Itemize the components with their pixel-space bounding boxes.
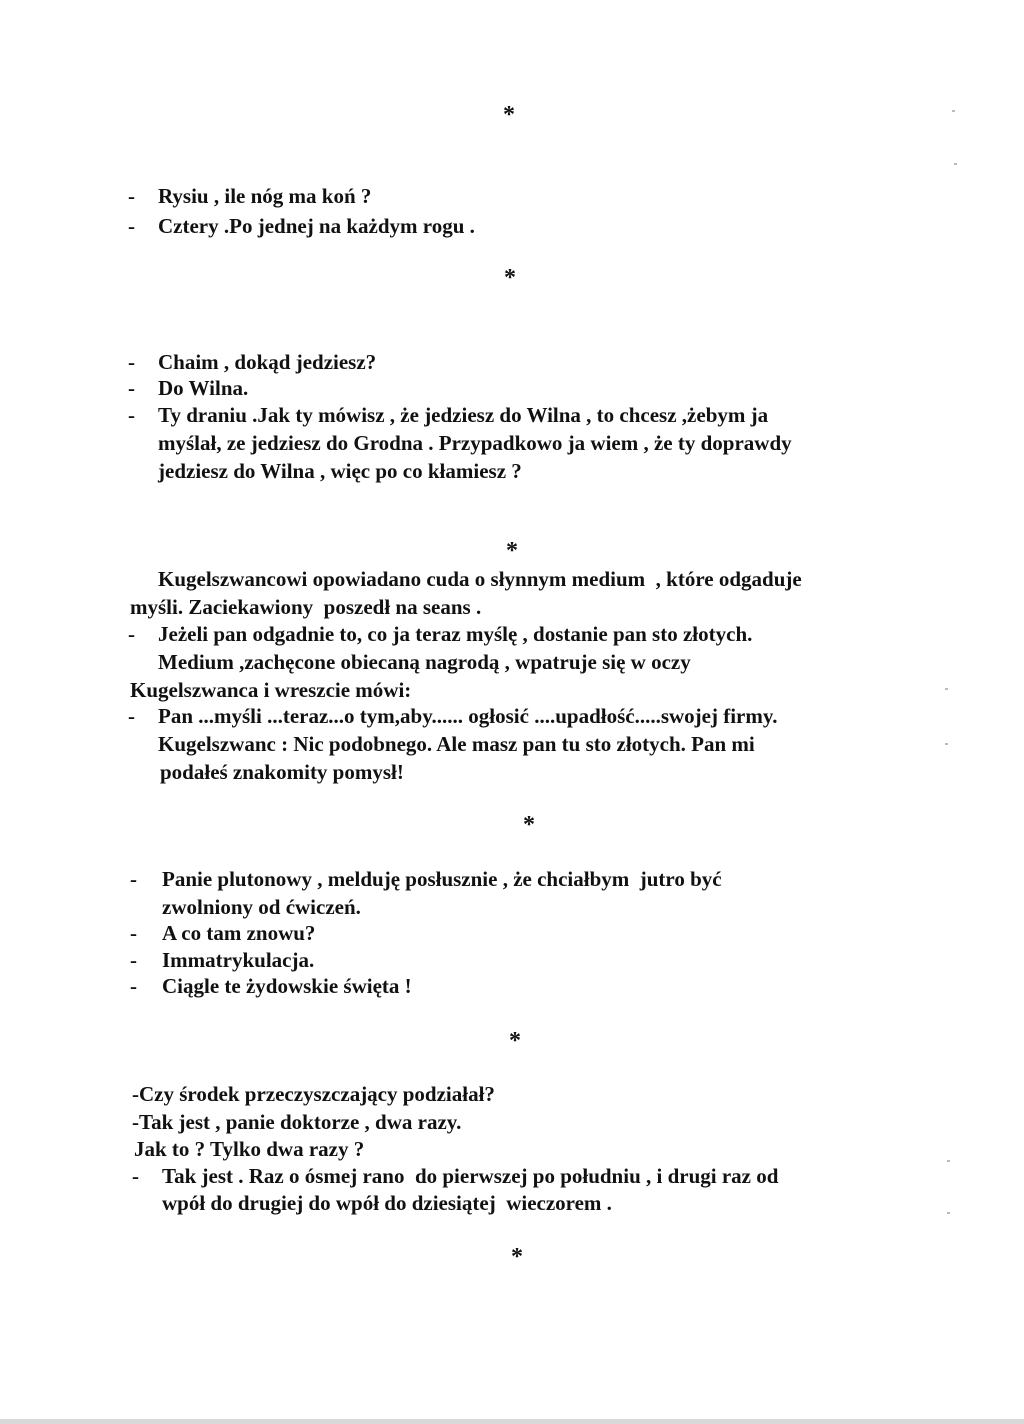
scan-speck xyxy=(947,1160,950,1162)
text-line xyxy=(162,1193,612,1214)
text-line xyxy=(130,976,137,997)
text-line xyxy=(158,378,248,399)
text-line xyxy=(158,624,752,645)
line-text: Kugelszwanc : Nic podobnego. Ale masz pan tu sto złotych. Pan mi xyxy=(158,732,755,756)
text-line xyxy=(158,461,522,482)
text-line xyxy=(130,869,137,890)
text-line xyxy=(132,1112,461,1133)
line-text: Panie plutonowy , melduję posłusznie , że chciałbym jutro być xyxy=(162,867,722,891)
line-dash: - xyxy=(128,622,135,646)
separator-star: * xyxy=(506,538,518,564)
line-text: -Tak jest , panie doktorze , dwa razy. xyxy=(132,1110,462,1134)
text-line xyxy=(158,216,475,237)
text-line xyxy=(158,652,691,673)
text-line xyxy=(134,1139,364,1160)
line-text: A co tam znowu? xyxy=(162,921,316,945)
separator-star: * xyxy=(511,1244,523,1270)
line-text: myślał, ze jedziesz do Grodna . Przypadkowo ja wiem , że ty doprawdy xyxy=(158,431,792,455)
text-line xyxy=(128,624,135,645)
text-line xyxy=(158,569,802,590)
line-text: Ciągle te żydowskie święta ! xyxy=(162,974,412,998)
line-text: Rysiu , ile nóg ma koń ? xyxy=(158,184,372,208)
line-text: Tak jest . Raz o ósmej rano do pierwszej po południu , i drugi raz od xyxy=(162,1164,779,1188)
text-line xyxy=(128,706,135,727)
line-text: jedziesz do Wilna , więc po co kłamiesz ? xyxy=(158,459,522,483)
line-text: Chaim , dokąd jedziesz? xyxy=(158,350,377,374)
line-text: Jeżeli pan odgadnie to, co ja teraz myślę , dostanie pan sto złotych. xyxy=(158,622,753,646)
scan-speck xyxy=(952,110,955,112)
line-text: Pan ...myśli ...teraz...o tym,aby...... ogłosić ....upadłość.....swojej firmy. xyxy=(158,704,778,728)
text-line xyxy=(158,433,792,454)
separator-star: * xyxy=(523,812,535,838)
text-line xyxy=(158,352,376,373)
line-dash: - xyxy=(128,214,135,238)
text-line xyxy=(130,680,411,701)
separator-star: * xyxy=(503,102,515,128)
line-text: Immatrykulacja. xyxy=(162,948,315,972)
text-line xyxy=(128,216,135,237)
line-dash: - xyxy=(128,184,135,208)
text-line xyxy=(162,950,314,971)
text-line xyxy=(158,734,755,755)
text-line xyxy=(158,405,768,426)
line-text: Jak to ? Tylko dwa razy ? xyxy=(134,1137,365,1161)
text-line xyxy=(162,1166,778,1187)
text-line xyxy=(158,186,371,207)
line-text: Kugelszwanca i wreszcie mówi: xyxy=(130,678,412,702)
line-text: Cztery .Po jednej na każdym rogu . xyxy=(158,214,475,238)
line-text: myśli. Zaciekawiony poszedł na seans . xyxy=(130,595,482,619)
text-line xyxy=(132,1166,139,1187)
line-dash: - xyxy=(130,867,137,891)
text-line xyxy=(162,923,315,944)
line-text: Ty draniu .Jak ty mówisz , że jedziesz do Wilna , to chcesz ,żebym ja xyxy=(158,403,769,427)
line-text: Kugelszwancowi opowiadano cuda o słynnym medium , które odgaduje xyxy=(158,567,802,591)
scan-speck xyxy=(945,688,948,690)
text-line xyxy=(128,378,135,399)
scan-speck xyxy=(945,743,948,745)
line-dash: - xyxy=(128,403,135,427)
text-line xyxy=(160,762,404,783)
text-line xyxy=(130,923,137,944)
scan-bottom-edge xyxy=(0,1419,1024,1424)
text-line xyxy=(128,352,135,373)
line-dash: - xyxy=(130,921,137,945)
line-dash: - xyxy=(130,948,137,972)
line-dash: - xyxy=(128,704,135,728)
separator-star: * xyxy=(504,265,516,291)
text-line xyxy=(162,869,722,890)
line-text: wpół do drugiej do wpół do dziesiątej wieczorem . xyxy=(162,1191,612,1215)
scan-speck xyxy=(947,1212,950,1214)
text-line xyxy=(132,1084,495,1105)
line-text: zwolniony od ćwiczeń. xyxy=(162,895,361,919)
separator-star: * xyxy=(509,1028,521,1054)
line-text: Medium ,zachęcone obiecaną nagrodą , wpatruje się w oczy xyxy=(158,650,691,674)
scan-speck xyxy=(954,163,957,165)
text-line xyxy=(162,976,412,997)
line-dash: - xyxy=(128,376,135,400)
text-line xyxy=(162,897,361,918)
text-line xyxy=(158,706,777,727)
line-text: -Czy środek przeczyszczający podziałał? xyxy=(132,1082,495,1106)
text-line xyxy=(130,950,137,971)
text-line xyxy=(128,405,135,426)
line-dash: - xyxy=(132,1164,139,1188)
text-line xyxy=(128,186,135,207)
line-dash: - xyxy=(128,350,135,374)
line-text: podałeś znakomity pomysł! xyxy=(160,760,404,784)
line-text: Do Wilna. xyxy=(158,376,249,400)
text-line xyxy=(130,597,481,618)
line-dash: - xyxy=(130,974,137,998)
